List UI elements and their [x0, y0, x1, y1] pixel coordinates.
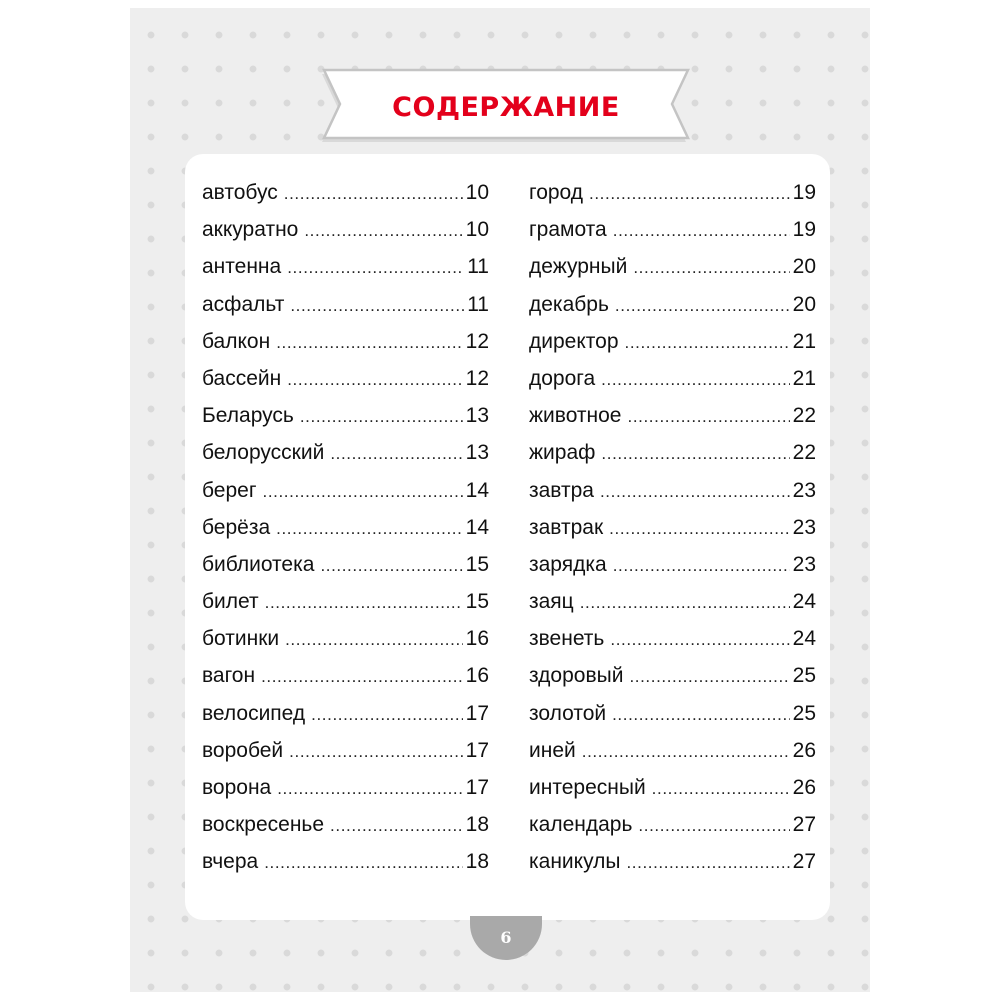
entry-page-number: 22: [792, 404, 816, 428]
entry-word: воскресенье: [202, 813, 325, 837]
entry-page-number: 15: [465, 590, 489, 614]
entry-word: иней: [529, 738, 576, 762]
contents-entry: [202, 181, 489, 218]
entry-word: велосипед: [202, 701, 306, 725]
entry-word: автобус: [202, 181, 278, 204]
dot-leader: [300, 407, 463, 427]
entry-word: интересный: [529, 776, 646, 799]
contents-entry: [202, 590, 489, 627]
dot-leader: [628, 407, 790, 427]
dot-leader: [652, 779, 790, 799]
dot-leader: [601, 444, 789, 464]
entry-page-number: 25: [792, 701, 816, 725]
entry-page-number: 18: [465, 850, 489, 874]
contents-entry: [529, 627, 816, 664]
entry-word: дорога: [529, 366, 596, 390]
entry-word: календарь: [529, 813, 633, 837]
entry-word: воробей: [202, 738, 284, 762]
contents-entry: [202, 664, 489, 701]
entry-page-number: 17: [465, 776, 489, 799]
entry-word: берёза: [202, 515, 271, 539]
entry-page-number: 11: [467, 255, 489, 279]
entry-page-number: 21: [792, 366, 816, 390]
entry-word: ботинки: [202, 627, 280, 651]
dot-leader: [609, 519, 789, 539]
contents-entry: [529, 479, 816, 516]
dot-leader: [612, 705, 790, 725]
entry-word: Беларусь: [202, 404, 294, 428]
dot-leader: [276, 519, 463, 539]
entry-page-number: 27: [792, 850, 816, 874]
dot-leader: [265, 593, 463, 613]
dot-leader: [589, 184, 790, 204]
entry-word: звенеть: [529, 627, 605, 651]
entry-page-number: 26: [792, 776, 816, 799]
dot-leader: [638, 816, 789, 836]
entry-word: директор: [529, 329, 619, 353]
entry-page-number: 20: [792, 255, 816, 279]
entry-page-number: 19: [792, 218, 816, 242]
dot-leader: [600, 482, 790, 502]
entry-word: дежурный: [529, 255, 628, 279]
entry-word: завтрак: [529, 515, 604, 539]
contents-entry: [202, 367, 489, 404]
dot-leader: [601, 370, 789, 390]
entry-page-number: 11: [467, 292, 489, 316]
contents-entry: [202, 441, 489, 478]
entry-page-number: 25: [792, 664, 816, 688]
entry-word: декабрь: [529, 292, 609, 316]
dot-leader: [285, 630, 463, 650]
entry-page-number: 26: [792, 738, 816, 762]
dot-leader: [284, 184, 463, 204]
contents-entry: [529, 702, 816, 739]
entry-page-number: 24: [792, 627, 816, 651]
dot-leader: [633, 258, 789, 278]
entry-word: грамота: [529, 218, 607, 242]
entry-word: вчера: [202, 850, 259, 874]
contents-entry: [529, 850, 816, 887]
contents-entry: [202, 479, 489, 516]
contents-entry: [529, 776, 816, 813]
dot-leader: [613, 221, 790, 241]
page-title: СОДЕРЖАНИЕ: [392, 92, 620, 123]
dot-leader: [582, 742, 790, 762]
contents-entry: [529, 367, 816, 404]
page-number: 6: [500, 928, 512, 947]
dot-leader: [330, 444, 462, 464]
dot-leader: [629, 667, 789, 687]
entry-page-number: 16: [465, 627, 489, 651]
contents-column-left: [202, 181, 489, 888]
entry-page-number: 21: [792, 329, 816, 353]
contents-entry: [529, 293, 816, 330]
entry-page-number: 27: [792, 813, 816, 837]
title-banner: [320, 60, 692, 160]
contents-entry: [202, 553, 489, 590]
entry-page-number: 10: [465, 181, 489, 204]
dot-leader: [626, 853, 789, 873]
contents-entry: [529, 553, 816, 590]
entry-word: завтра: [529, 478, 594, 502]
entry-word: животное: [529, 404, 622, 428]
dot-leader: [264, 853, 462, 873]
entry-word: белорусский: [202, 441, 325, 465]
entry-page-number: 14: [465, 515, 489, 539]
entry-page-number: 10: [465, 218, 489, 242]
entry-page-number: 13: [465, 441, 489, 465]
contents-entry: [202, 255, 489, 292]
entry-page-number: 13: [465, 404, 489, 428]
entry-word: антенна: [202, 255, 282, 279]
entry-word: вагон: [202, 664, 256, 688]
entry-word: каникулы: [529, 850, 621, 874]
contents-entry: [529, 181, 816, 218]
dot-leader: [610, 630, 789, 650]
entry-page-number: 23: [792, 515, 816, 539]
entry-page-number: 17: [465, 701, 489, 725]
dot-leader: [330, 816, 463, 836]
dot-leader: [304, 221, 462, 241]
entry-word: здоровый: [529, 664, 624, 688]
entry-page-number: 14: [465, 478, 489, 502]
entry-word: ворона: [202, 776, 272, 799]
contents-entry: [529, 441, 816, 478]
entry-word: библиотека: [202, 552, 315, 576]
entry-word: жираф: [529, 441, 596, 465]
entry-page-number: 22: [792, 441, 816, 465]
dot-leader: [261, 667, 463, 687]
contents-entry: [202, 776, 489, 813]
entry-word: балкон: [202, 329, 271, 353]
contents-entry: [202, 739, 489, 776]
dot-leader: [290, 296, 464, 316]
contents-page: [130, 8, 870, 992]
dot-leader: [263, 482, 463, 502]
dot-leader: [613, 556, 790, 576]
dot-leader: [320, 556, 462, 576]
contents-entry: [529, 330, 816, 367]
dot-leader: [580, 593, 790, 613]
contents-entry: [529, 404, 816, 441]
entry-page-number: 15: [465, 552, 489, 576]
entry-word: аккуратно: [202, 218, 299, 242]
dot-leader: [311, 705, 462, 725]
entry-page-number: 24: [792, 590, 816, 614]
contents-entry: [529, 590, 816, 627]
entry-page-number: 23: [792, 552, 816, 576]
contents-column-right: [529, 181, 816, 888]
contents-entry: [529, 739, 816, 776]
contents-entry: [202, 850, 489, 887]
entry-word: берег: [202, 478, 257, 502]
entry-page-number: 12: [465, 329, 489, 353]
entry-page-number: 23: [792, 478, 816, 502]
dot-leader: [289, 742, 462, 762]
contents-entry: [202, 404, 489, 441]
dot-leader: [615, 296, 790, 316]
contents-card: [185, 154, 830, 920]
contents-entry: [202, 516, 489, 553]
dot-leader: [287, 258, 464, 278]
entry-word: асфальт: [202, 292, 285, 316]
entry-page-number: 19: [792, 181, 816, 204]
contents-entry: [529, 664, 816, 701]
entry-word: бассейн: [202, 366, 282, 390]
entry-word: город: [529, 181, 584, 204]
entry-page-number: 12: [465, 366, 489, 390]
contents-entry: [529, 813, 816, 850]
dot-leader: [625, 333, 790, 353]
entry-page-number: 17: [465, 738, 489, 762]
contents-entry: [202, 293, 489, 330]
entry-page-number: 20: [792, 292, 816, 316]
contents-entry: [202, 702, 489, 739]
contents-entry: [202, 627, 489, 664]
entry-word: заяц: [529, 590, 574, 614]
entry-page-number: 18: [465, 813, 489, 837]
entry-page-number: 16: [465, 664, 489, 688]
dot-leader: [287, 370, 462, 390]
entry-word: зарядка: [529, 552, 607, 576]
contents-entry: [529, 218, 816, 255]
entry-word: золотой: [529, 701, 607, 725]
contents-entry: [202, 218, 489, 255]
contents-entry: [529, 255, 816, 292]
page-number-tab: [470, 916, 542, 960]
dot-leader: [276, 333, 462, 353]
contents-entry: [202, 330, 489, 367]
contents-entry: [202, 813, 489, 850]
contents-entry: [529, 516, 816, 553]
entry-word: билет: [202, 590, 259, 614]
dot-leader: [277, 779, 462, 799]
